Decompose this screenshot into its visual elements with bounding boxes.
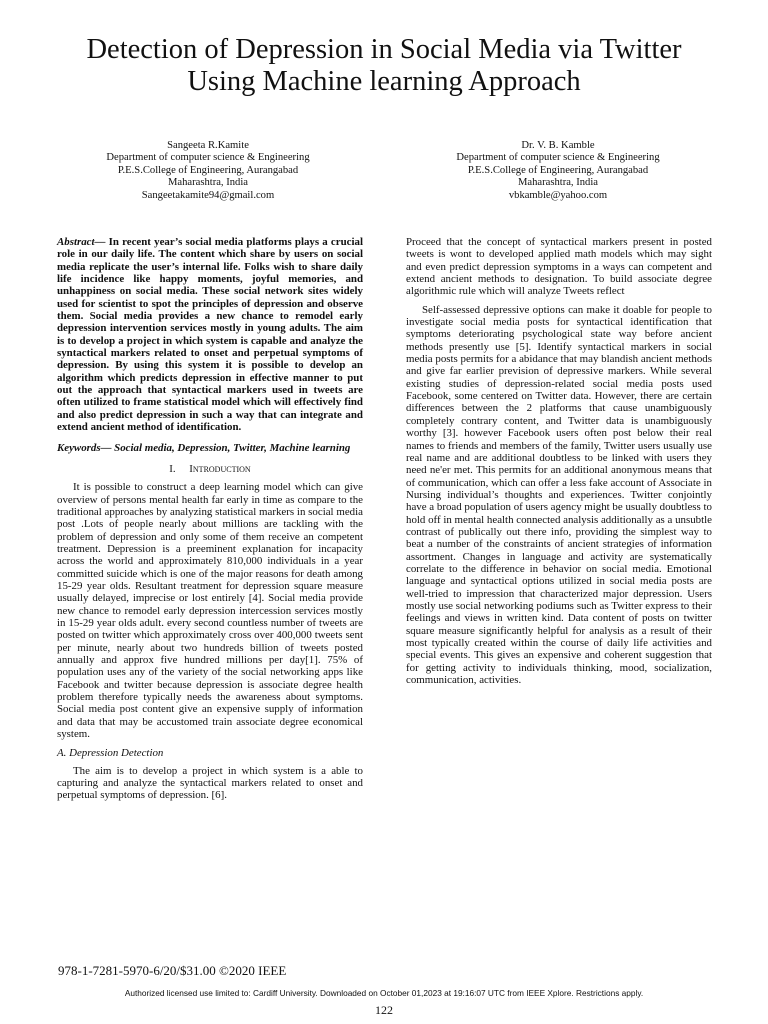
abstract — [57, 236, 363, 434]
author-email: Sangeetakamite94@gmail.com — [141, 189, 275, 201]
page-number: 122 — [375, 1003, 393, 1017]
author-location: Maharashtra, India — [517, 177, 598, 189]
abstract-dash: — — [94, 236, 109, 248]
section-number: I. — [169, 462, 176, 475]
license-notice: Authorized licensed use limited to: Cardiff University. Downloaded on October 01,2023 at 19:16:07 UTC from IEEE Xplore. Restrictions apply. — [124, 988, 644, 998]
right-paragraph-1: Proceed that the concept of syntactical markers present in posted tweets is wont to developed applied math models which may sight and even predict depression symptoms in a ways can competent and extend ancient methods to designation. To build associate degree algorithmic rule which will analyze Tweets reflect — [406, 236, 712, 298]
abstract-label: Abstract — [57, 236, 95, 248]
section-heading-introduction — [57, 463, 363, 475]
author-email: vbkamble@yahoo.com — [508, 189, 608, 201]
author-block-1 — [58, 140, 358, 202]
author-department: Department of computer science & Engineering — [106, 152, 310, 164]
author-college: P.E.S.College of Engineering, Aurangabad — [467, 164, 649, 176]
right-paragraph-2: Self-assessed depressive options can make it doable for people to investigate social media posts for syntactical identification that symptoms deteriorating psychological state way before ancient methods presently use [5]. Identify syntactical markers in social media posts permits for a abidance that may blandish ancient methods and give far earlier prevision of depressive markers. While several existing studies of depression-related social media posts used Facebook, some centered on Twitter data. However, there are certain differences between the 2 platforms that cause unambiguously completely contrary content, and Twitter data is unambiguously worthy [3]. however Facebook users often post below their real names to friends and members of the family, Twitter users usually use real name and are additional doubtless to be linked with users they need ne'er met. This permits for an additional anonymous means that of communication, which can offer a less fake account of Associate in Nursing individual’s thoughts and experiences. Twitter conjointly have a broad population of users agency might be usually doubtless to hold off in mental health connected analysis additionally as a unsubtle contrast of publically out there info, providing the simplest way to beat a number of the constraints of ancient strategies of information assortment. Changes in language and activity are systematically correlate to the difference in behavior on social media. Emotional language and syntactical options utilized in social media posts are well-tried to impression that characterized major depression. Users mostly use social networking podiums such as Twitter express to their feelings and views in written kind. Data content of posts on twitter square measure significantly helpful for analysis as a result of their most typically created within the course of daily life activities and special events. This gives an expensive and coherent suggestion that for getting activity to individuals thinking, mood, socialization, communication, activities. — [406, 303, 712, 687]
author-college: P.E.S.College of Engineering, Aurangabad — [117, 164, 299, 176]
left-column — [57, 236, 363, 802]
paper-title — [40, 34, 728, 98]
author-department: Department of computer science & Engineering — [456, 152, 660, 164]
title-line-1: Detection of Depression in Social Media via Twitter — [86, 34, 682, 65]
author-location: Maharashtra, India — [167, 177, 248, 189]
author-block-2 — [408, 140, 708, 202]
title-line-2: Using Machine learning Approach — [187, 66, 581, 97]
section-title: Introduction — [189, 462, 251, 475]
author-name: Sangeeta R.Kamite — [167, 140, 249, 151]
depression-detection-paragraph: The aim is to develop a project in which system is a able to capturing and analyze the syntactical markers related to onset and perpetual symptoms of depression. [6]. — [57, 764, 363, 802]
introduction-paragraph: It is possible to construct a deep learning model which can give overview of persons mental health far early in time as compare to the traditional approaches by analyzing statistical markers in social media post .Lots of people nearly about millions are tackling with the problem of depression and only some of them receive an competent treatment. Depression is a preeminent explanation for incapacity across the world and approximately 810,000 individuals in a year committed suicide which is one of the major reasons for death among 15-29 year olds. Resultant treatment for depression square measure usually delayed, imprecise or lost entirely [4]. Social media provide new chance to remodel early depression intercession services mostly in 15-29 year olds adult. every second countless number of tweets are posted on twitter which approximately cross over 400,000 tweets sent per minute, nearly about two hundreds billion of tweets posted annually and approx five hundred millions per day[1]. 75% of population uses any of the variety of the social networking apps like Facebook and twitter because depression is associate degree health problem therefore typically needs the awareness about symptoms. Social media post content give an expensive supply of information and data that may be accustomed train associate degree economical system. — [57, 481, 363, 741]
author-name: Dr. V. B. Kamble — [521, 140, 595, 151]
right-column — [406, 236, 712, 686]
subsection-heading-depression-detection: A. Depression Detection — [57, 747, 164, 760]
keywords: Keywords— Social media, Depression, Twitter, Machine learning — [57, 441, 351, 454]
isbn-copyright: 978-1-7281-5970-6/20/$31.00 ©2020 IEEE — [58, 963, 287, 978]
abstract-text: In recent year’s social media platforms plays a crucial role in our daily life. The content which share by users on social media replicate the user’s internal life. Folks wish to share daily life incidence like happy moments, joyful memories, and unhappiness on social media. These social network sites widely used for scientist to spot the principles of depression and observe them. Social media provides a new chance to remodel early depression intervention services mostly in young adults. The aim is to develop a project in which system is capable and analyze the syntactical markers related to onset and perpetual symptoms of depression. By using this system it is possible to develop an algorithm which predicts depression in effective manner to put out the approach that syntactical markers used in tweets are often utilized to frame statistical model which will effectively find and also predict depression in such a way that can integrate and extend ancient method of identification. — [57, 236, 363, 434]
